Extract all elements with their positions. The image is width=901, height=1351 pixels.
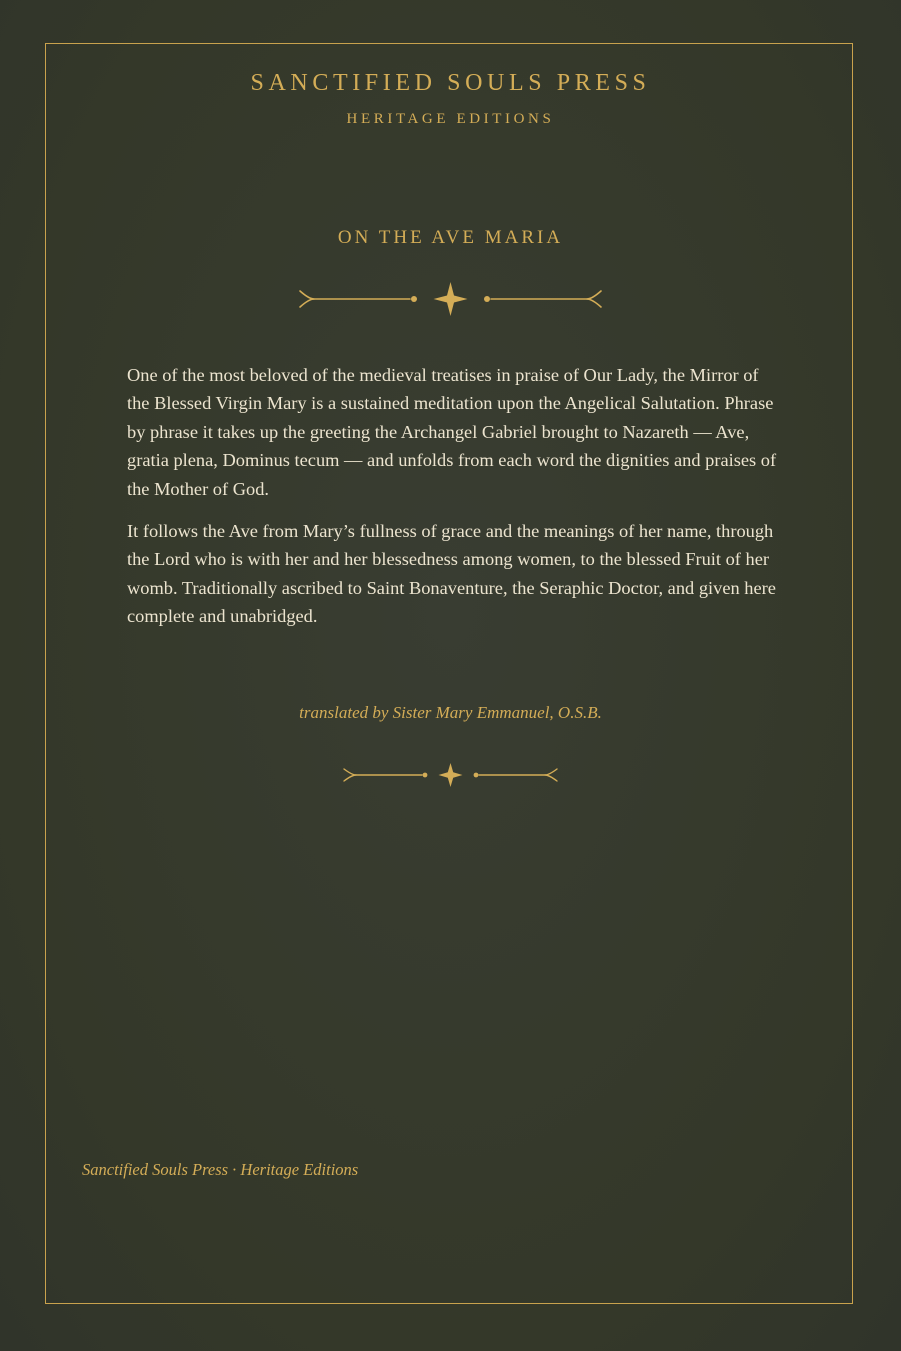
footer-imprint: Sanctified Souls Press · Heritage Editions xyxy=(82,1160,359,1179)
description-paragraph-1: One of the most beloved of the medieval treatises in praise of Our Lady, the Mirror of the Blessed Virgin Mary is a sustained meditation upon the Angelical Salutation. Phrase by phrase it takes up the greeting the Archangel Gabriel brought to Nazareth — Ave, gratia plena, Dominus tecum — and unfolds from each word the dignities and praises of the Mother of God. xyxy=(127,365,777,499)
section-heading: ON THE AVE MARIA xyxy=(337,227,564,248)
description-paragraph-2: It follows the Ave from Mary’s fullness of grace and the meanings of her name, through the Lord who is with her and her blessedness among women, to the blessed Fruit of her womb. Traditionally ascribed to Saint Bonaventure, the Seraphic Doctor, and given here complete and unabridged. xyxy=(127,521,776,627)
star-flourish-icon xyxy=(0,282,901,316)
description-text xyxy=(127,361,777,645)
imprint-name: HERITAGE EDITIONS xyxy=(346,111,555,127)
star-flourish-icon xyxy=(0,762,901,788)
translator-credit: translated by Sister Mary Emmanuel, O.S.B. xyxy=(299,703,602,722)
publisher-name: SANCTIFIED SOULS PRESS xyxy=(250,70,651,96)
